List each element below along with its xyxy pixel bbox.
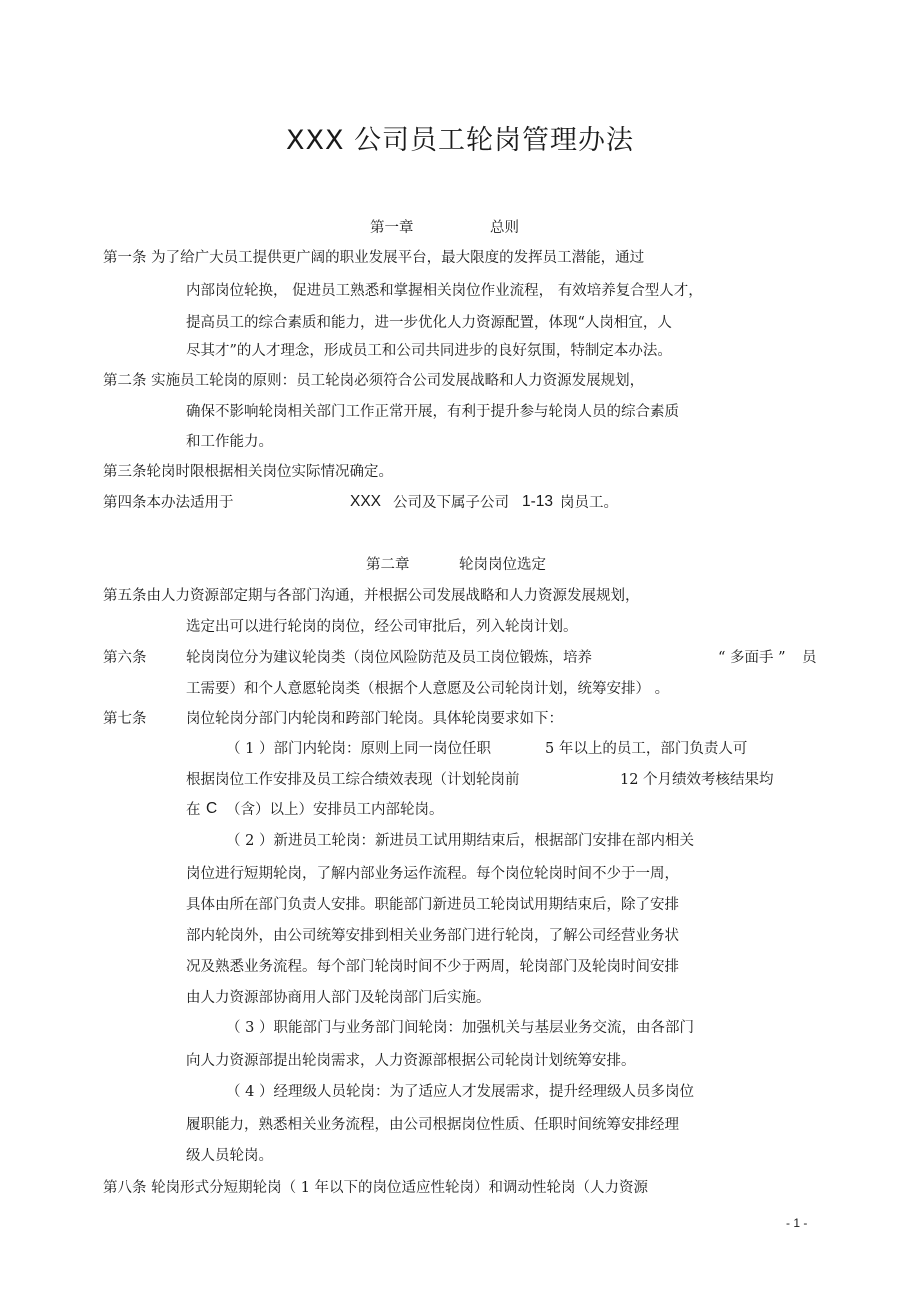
- chapter-1-label: 第一章: [370, 220, 414, 236]
- article-7-item-3-line-2: 向人力资源部提出轮岗需求，人力资源部根据公司轮岗计划统筹安排。: [186, 1053, 636, 1069]
- article-5-line-2: 选定出可以进行轮岗的岗位，经公司审批后，列入轮岗计划。: [186, 619, 578, 635]
- article-2-line-3: 和工作能力。: [186, 434, 273, 450]
- article-4-part-e: 岗员工。: [560, 495, 618, 511]
- article-6-label: 第六条: [103, 650, 147, 666]
- article-6-line-1: 轮岗岗位分为建议轮岗类（岗位风险防范及员工岗位锻炼，培养: [186, 650, 592, 666]
- chapter-2-name: 轮岗岗位选定: [459, 557, 546, 573]
- article-4-part-c: 公司及下属子公司: [393, 495, 509, 511]
- article-2-line-1: 第二条 实施员工轮岗的原则：员工轮岗必须符合公司发展战略和人力资源发展规划，: [103, 373, 645, 389]
- article-2-line-2: 确保不影响轮岗相关部门工作正常开展，有利于提升参与轮岗人员的综合素质: [186, 404, 679, 420]
- article-1-line-2: 内部岗位轮换， 促进员工熟悉和掌握相关岗位作业流程， 有效培养复合型人才，: [186, 283, 703, 299]
- article-4-part-a: 第四条本办法适用于: [103, 495, 234, 511]
- article-6-line-1-end: 员: [802, 650, 817, 666]
- article-4-range: 1-13: [522, 493, 554, 510]
- article-1-line-3: 提高员工的综合素质和能力，进一步优化人力资源配置，体现“人岗相宜，人: [186, 315, 672, 331]
- article-7-item-2-line-1: （ 2 ）新进员工轮岗：新进员工试用期结束后，根据部门安排在部内相关: [226, 833, 694, 849]
- article-7-item-2-line-6: 由人力资源部协商用人部门及轮岗部门后实施。: [186, 990, 491, 1006]
- chapter-2-label: 第二章: [366, 557, 410, 573]
- article-7-item-4-line-2: 履职能力，熟悉相关业务流程，由公司根据岗位性质、任职时间统筹安排经理: [186, 1117, 679, 1133]
- chapter-1-name: 总则: [490, 220, 519, 236]
- article-7-item-3-line-1: （ 3 ）职能部门与业务部门间轮岗：加强机关与基层业务交流，由各部门: [226, 1020, 694, 1036]
- article-7-label: 第七条: [103, 711, 147, 727]
- article-8-line-1: 第八条 轮岗形式分短期轮岗（ 1 年以下的岗位适应性轮岗）和调动性轮岗（人力资源: [103, 1180, 649, 1196]
- article-7-item-1-line-3c: （含）以上）安排员工内部轮岗。: [226, 802, 444, 818]
- article-1-line-1: 第一条 为了给广大员工提供更广阔的职业发展平台，最大限度的发挥员工潜能，通过: [103, 250, 645, 266]
- article-7-item-1-grade: C: [206, 800, 218, 817]
- article-7-item-2-line-5: 况及熟悉业务流程。每个部门轮岗时间不少于两周，轮岗部门及轮岗时间安排: [186, 959, 679, 975]
- article-7-item-1-line-3a: 在: [186, 802, 201, 818]
- article-6-line-2: 工需要）和个人意愿轮岗类（根据个人意愿及公司轮岗计划，统筹安排） 。: [186, 681, 670, 697]
- article-7-item-1-line-1a: （ 1 ）部门内轮岗：原则上同一岗位任职: [226, 741, 491, 757]
- article-1-line-4: 尽其才”的人才理念，形成员工和公司共同进步的良好氛围，特制定本办法。: [186, 343, 672, 359]
- article-7-item-2-line-4: 部内轮岗外，由公司统筹安排到相关业务部门进行轮岗，了解公司经营业务状: [186, 928, 679, 944]
- article-7-item-4-line-3: 级人员轮岗。: [186, 1148, 273, 1164]
- article-7-item-1-line-2b: 12 个月绩效考核结果均: [620, 772, 774, 788]
- article-7-line-1: 岗位轮岗分部门内轮岗和跨部门轮岗。具体轮岗要求如下：: [186, 711, 563, 727]
- article-4-company: XXX: [350, 493, 382, 510]
- article-7-item-2-line-2: 岗位进行短期轮岗，了解内部业务运作流程。每个岗位轮岗时间不少于一周，: [186, 866, 679, 882]
- page-number: - 1 -: [786, 1216, 808, 1230]
- article-7-item-1-line-2a: 根据岗位工作安排及员工综合绩效表现（计划轮岗前: [186, 772, 520, 788]
- article-6-quote: “ 多面手 ”: [718, 650, 786, 666]
- article-5-line-1: 第五条由人力资源部定期与各部门沟通，并根据公司发展战略和人力资源发展规划，: [103, 588, 640, 604]
- article-3: 第三条轮岗时限根据相关岗位实际情况确定。: [103, 464, 393, 480]
- article-7-item-4-line-1: （ 4 ）经理级人员轮岗：为了适应人才发展需求，提升经理级人员多岗位: [226, 1084, 694, 1100]
- article-7-item-2-line-3: 具体由所在部门负责人安排。职能部门新进员工轮岗试用期结束后，除了安排: [186, 897, 679, 913]
- article-7-item-1-line-1b: 5 年以上的员工，部门负责人可: [545, 741, 748, 757]
- document-title: XXX 公司员工轮岗管理办法: [285, 125, 635, 156]
